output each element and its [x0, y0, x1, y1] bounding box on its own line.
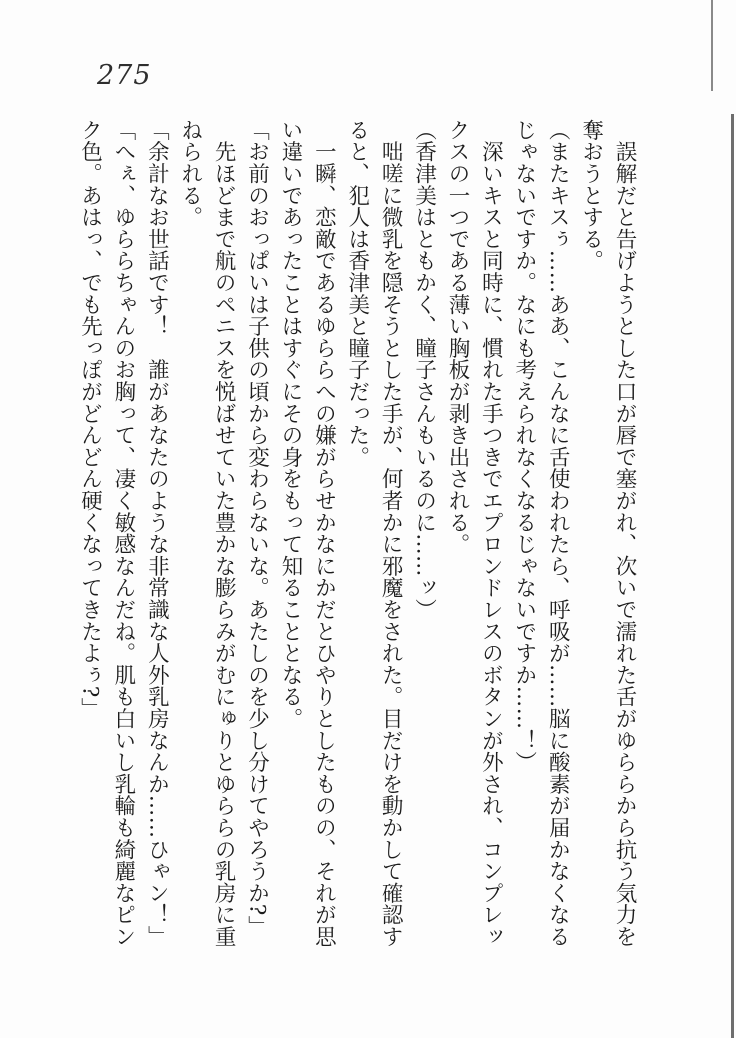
text-column: （香津美はともかく、瞳子さんもいるのに……ッ） [411, 119, 437, 621]
text-column: 誤解だと告げようとした口が唇で塞がれ、次いで濡れた舌がゆららから抗う気力を [612, 119, 637, 948]
text-column: 一瞬、恋敵であるゆららへの嫌がらせかなにかだとひやりとしたものの、それが思 [311, 119, 337, 948]
text-column: （またキスぅ……ああ、こんなに舌使われたら、呼吸が……脳に酸素が届かなくなる [545, 119, 571, 948]
text-column: い違いであったことはすぐにその身をもって知ることとなる。 [277, 119, 303, 730]
text-column: ねられる。 [177, 119, 203, 228]
text-column: じゃないですか。なにも考えられなくなるじゃないですか……！） [511, 119, 537, 773]
text-column: 深いキスと同時に、慣れた手つきでエプロンドレスのボタンが外され、コンプレッ [478, 119, 504, 948]
text-column: 奪おうとする。 [578, 119, 604, 272]
scan-edge-artifact-top [711, 0, 713, 91]
text-column: ク色。あはっ、でも先っぽがどんどん硬くなってきたよぅ?」 [77, 119, 103, 720]
page-number: 275 [97, 60, 152, 91]
text-block [73, 119, 641, 957]
text-column: 先ほどまで航のペニスを悦ばせていた豊かな膨らみがむにゅりとゆららの乳房に重 [211, 119, 237, 948]
text-column: 「余計なお世話です！ 誰があなたのような非常識な人外乳房なんか……ひゃン！」 [144, 119, 170, 948]
text-column: ると、犯人は香津美と瞳子だった。 [344, 119, 370, 468]
text-column: 咄嗟に微乳を隠そうとした手が、何者かに邪魔をされた。目だけを動かして確認す [378, 119, 404, 948]
text-column: 「お前のおっぱいは子供の頃から変わらないな。あたしのを少し分けてやろうか?」 [244, 119, 270, 938]
text-column: クスの一つである薄い胸板が剥き出される。 [444, 119, 470, 555]
scan-edge-line [731, 114, 734, 1038]
text-column: 「へぇ、ゆららちゃんのお胸って、凄く敏感なんだね。肌も白いし乳輪も綺麗なピン [110, 119, 136, 948]
